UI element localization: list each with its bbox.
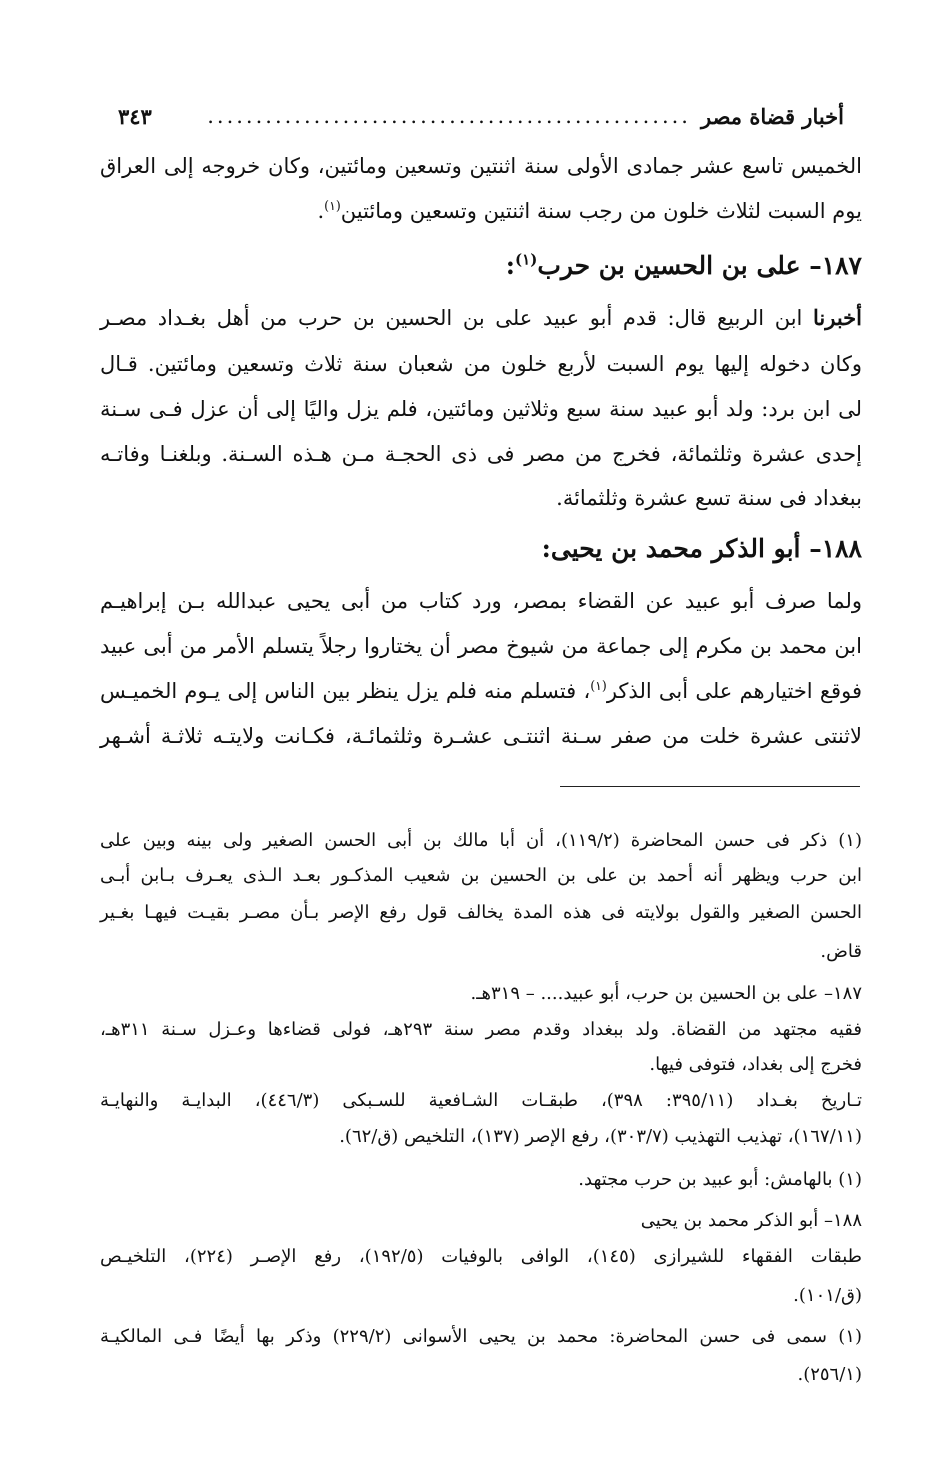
entry-heading-187: ١٨٧– على بن الحسين بن حرب$^{(١)}$:	[505, 250, 862, 280]
footnote-line: طبقات الفقهاء للشيرازى (١٤٥)، الوافى بالوفيات (١٩٢/٥)، رفع الإصـر (٢٢٤)، التلخيـص	[100, 1246, 862, 1267]
footnote-line: الحسن الصغير والقول بولايته فى هذه المدة يخالف قول رفع الإصر بـأن مصـر بقيـت فيهـا بغـير	[100, 902, 862, 923]
lead-word: أخبرنا	[813, 305, 862, 330]
body-line: لاثنتى عشرة خلت من صفر سـنة اثنتـى عشـرة وثلثمائـة، فكـانت ولايتـه ثلاثـة أشـهر	[100, 724, 862, 748]
leader-dots: ..................................................	[207, 104, 691, 128]
page-number: ٣٤٣	[118, 103, 152, 129]
footnote-line: فخرج إلى بغداد، فتوفى فيها.	[649, 1054, 862, 1075]
body-line: ابن محمد بن مكرم إلى جماعة من شيوخ مصر أن يختاروا رجلاً يتسلم الأمر من أبى عبيد	[100, 634, 862, 658]
footnote-line: فقيه مجتهد من القضاة. ولد ببغداد وقدم مصر سنة ٢٩٣هـ، فولى قضاءها وعـزل سـنة ٣١١هـ،	[100, 1019, 863, 1040]
entry-heading-188: ١٨٨– أبو الذكر محمد بن يحيى:	[541, 534, 862, 563]
footnote-line: (١) بالهامش: أبو عبيد بن حرب مجتهد.	[578, 1169, 862, 1190]
running-title: أخبار قضاة مصر	[700, 103, 844, 129]
page-header	[118, 96, 844, 136]
footnote-entry-187: ١٨٧– على بن الحسين بن حرب، أبو عبيد.... – ٣١٩هـ.	[470, 983, 862, 1004]
footnote-separator	[560, 786, 860, 787]
footnote-line: (ق/١٠١).	[793, 1285, 862, 1306]
footnote-entry-188: ١٨٨– أبو الذكر محمد بن يحيى	[640, 1210, 862, 1231]
footnote-line: (١٦٧/١١)، تهذيب التهذيب (٣٠٣/٧)، رفع الإصر (١٣٧)، التلخيص (ق/٦٢).	[339, 1126, 862, 1147]
footnote-line: قاض.	[820, 941, 862, 962]
body-line: وكان دخوله إليها يوم السبت لأربع خلون من شعبان سنة ثلاث وتسعين ومائتين. قـال	[100, 352, 862, 376]
body-line: فوقع اختيارهم على أبى الذكر$^{(١)}$، فتسلم منه فلم يزل ينظر بين الناس إلى يـوم الخميـس	[100, 678, 862, 703]
footnote-line: تـاريخ بغـداد (٣٩٥/١١: ٣٩٨)، طبقـات الشـافعية للسـبكى (٤٤٦/٣)، البدايـة والنهايـة	[100, 1090, 862, 1111]
body-line: ببغداد فى سنة تسع عشرة وثلثمائة.	[556, 486, 862, 510]
body-line: إحدى عشرة وثلثمائة، فخرج من مصر فى ذى الحجـة مـن هـذه السـنة. وبلغنـا وفاتـه	[100, 442, 862, 466]
body-line: أخبرنا ابن الربيع قال: قدم أبو عبيد على بن الحسين بن حرب من أهل بغـداد مصـر	[100, 305, 862, 330]
body-line: ولما صرف أبو عبيد عن القضاء بمصر، ورد كتاب من أبى يحيى عبدالله بـن إبراهيـم	[100, 589, 862, 613]
footnote-marker: (١)	[590, 678, 607, 693]
footnote-line: (١) ذكر فى حسن المحاضرة (١١٩/٢)، أن أبا مالك بن أبى الحسن الصغير ولى بينه وبين على	[100, 830, 862, 851]
footnote-line: (٢٥٦/١).	[797, 1364, 862, 1385]
footnote-marker: (١)	[515, 250, 538, 269]
body-line: لى ابن برد: ولد أبو عبيد سنة سبع وثلاثين ومائتين، فلم يزل واليًا إلى أن عزل فـى سـنة	[100, 397, 862, 421]
footnote-line: ابن حرب ويظهر أنه أحمد بن على بن الحسين بن شعيب المذكـور بعـد الـذى يعـرف بـابن أبـى	[100, 865, 862, 886]
body-line: يوم السبت لثلاث خلون من رجب سنة اثنتين وتسعين ومائتين$^{(١)}$.	[317, 198, 862, 223]
footnote-line: (١) سمى فى حسن المحاضرة: محمد بن يحيى الأسوانى (٢٢٩/٢) وذكر بها أيضًا فـى المالكيـة	[100, 1326, 862, 1347]
footnote-marker: (١)	[324, 198, 341, 213]
body-line: الخميس تاسع عشر جمادى الأولى سنة اثنتين وتسعين ومائتين، وكان خروجه إلى العراق	[100, 154, 862, 178]
